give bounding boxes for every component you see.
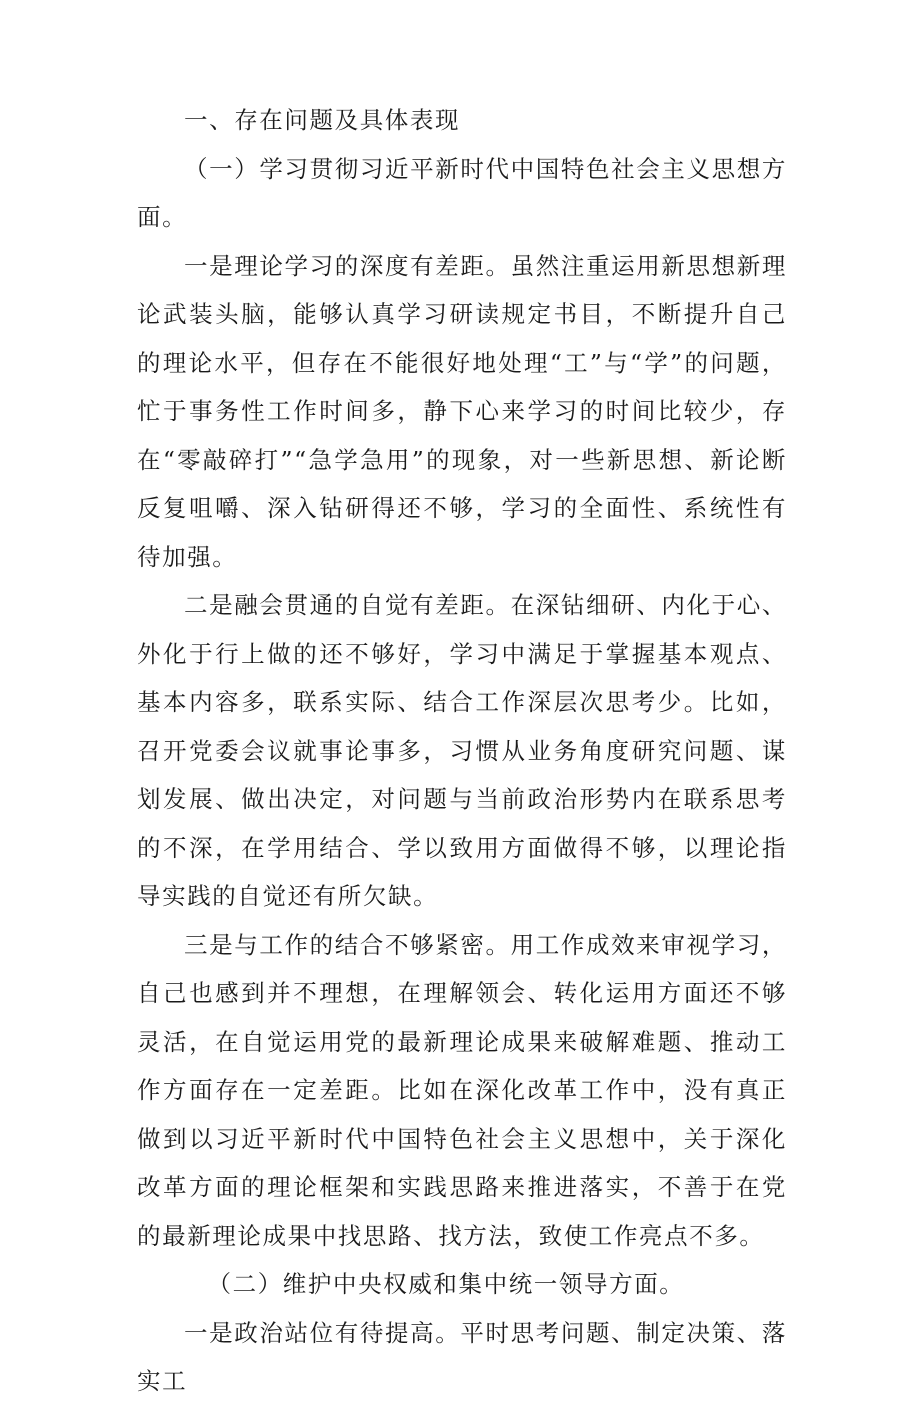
paragraph-political-stance: 一是政治站位有待提高。平时思考问题、制定决策、落实工 <box>137 1318 787 1395</box>
paragraph-theory-depth: 一是理论学习的深度有差距。虽然注重运用新思想新理论武装头脑，能够认真学习研读规定书目，不断提升自己的理论水平，但存在不能很好地处理“工”与“学”的问题，忙于事务性工作时间多，静下心来学习的时间比较少，存在“零敲碎打”“急学急用”的现象，对一些新思想、新论断反复咀嚼、深入钻研得还不够，学习的全面性、系统性有待加强。 <box>137 251 787 571</box>
section-heading: 一、存在问题及具体表现 <box>184 106 461 134</box>
subsection-title-1: （一）学习贯彻习近平新时代中国特色社会主义思想方面。 <box>137 154 787 231</box>
paragraph-work-combination: 三是与工作的结合不够紧密。用工作成效来审视学习，自己也感到并不理想，在理解领会、转化运用方面还不够灵活，在自觉运用党的最新理论成果来破解难题、推动工作方面存在一定差距。比如在深化改革工作中，没有真正做到以习近平新时代中国特色社会主义思想中，关于深化改革方面的理论框架和实践思路来推进落实，不善于在党的最新理论成果中找思路、找方法，致使工作亮点不多。 <box>137 930 787 1250</box>
paragraph-integration: 二是融会贯通的自觉有差距。在深钻细研、内化于心、外化于行上做的还不够好，学习中满足于掌握基本观点、基本内容多，联系实际、结合工作深层次思考少。比如，召开党委会议就事论事多，习惯从业务角度研究问题、谋划发展、做出决定，对问题与当前政治形势内在联系思考的不深，在学用结合、学以致用方面做得不够，以理论指导实践的自觉还有所欠缺。 <box>137 591 787 910</box>
subsection-title-2: （二）维护中央权威和集中统一领导方面。 <box>207 1270 685 1298</box>
document-body <box>137 96 787 1406</box>
